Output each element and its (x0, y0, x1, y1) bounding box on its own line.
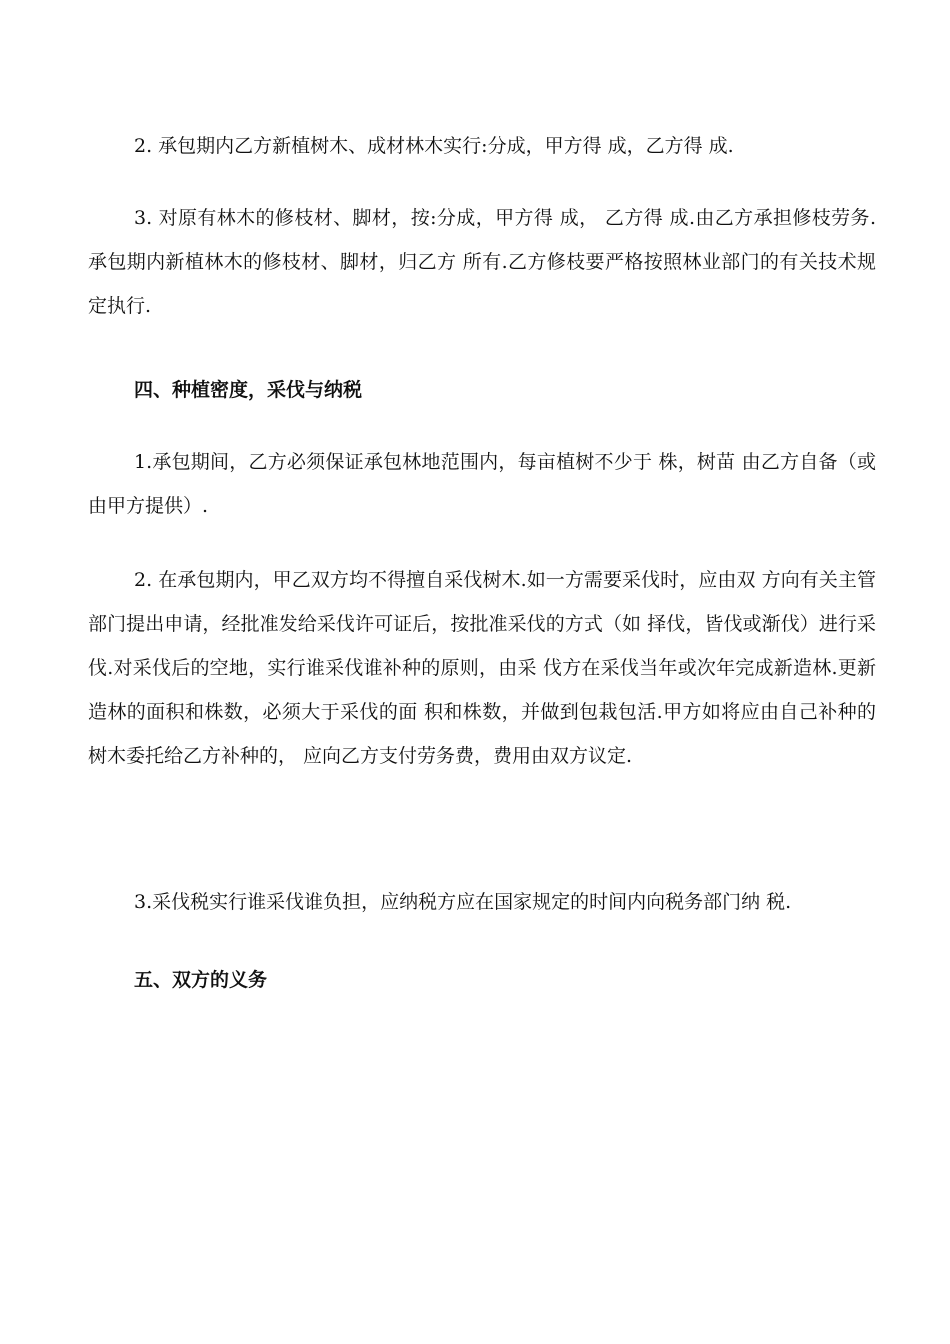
paragraph-3-3: 3. 对原有林木的修枝材、脚材，按:分成，甲方得 成， 乙方得 成.由乙方承担修枝劳务.承包期内新植林木的修枝材、脚材，归乙方 所有.乙方修枝要严格按照林业部门的有关技术规定执行. (88, 207, 876, 317)
section-heading-4: 四、种植密度，采伐与纳税 (134, 379, 363, 401)
section-heading-5: 五、双方的义务 (134, 969, 268, 991)
paragraph-4-2: 2. 在承包期内，甲乙双方均不得擅自采伐树木.如一方需要采伐时，应由双 方向有关主管部门提出申请，经批准发给采伐许可证后，按批准采伐的方式（如 择伐，皆伐或渐伐）进行采伐.对采伐后的空地，实行谁采伐谁补种的原则，由采 伐方在采伐当年或次年完成新造林.更新造林的面积和株数，必须大于采伐的面 积和株数，并做到包栽包活.甲方如将应由自己补种的树木委托给乙方补种的， 应向乙方支付劳务费，费用由双方议定. (88, 569, 876, 767)
paragraph-3-2: 2. 承包期内乙方新植树木、成材林木实行:分成，甲方得 成，乙方得 成. (134, 135, 734, 157)
paragraph-4-3: 3.采伐税实行谁采伐谁负担，应纳税方应在国家规定的时间内向税务部门纳 税. (134, 891, 792, 913)
paragraph-4-1: 1.承包期间，乙方必须保证承包林地范围内，每亩植树不少于 株，树苗 由乙方自备（或由甲方提供）. (88, 451, 876, 517)
